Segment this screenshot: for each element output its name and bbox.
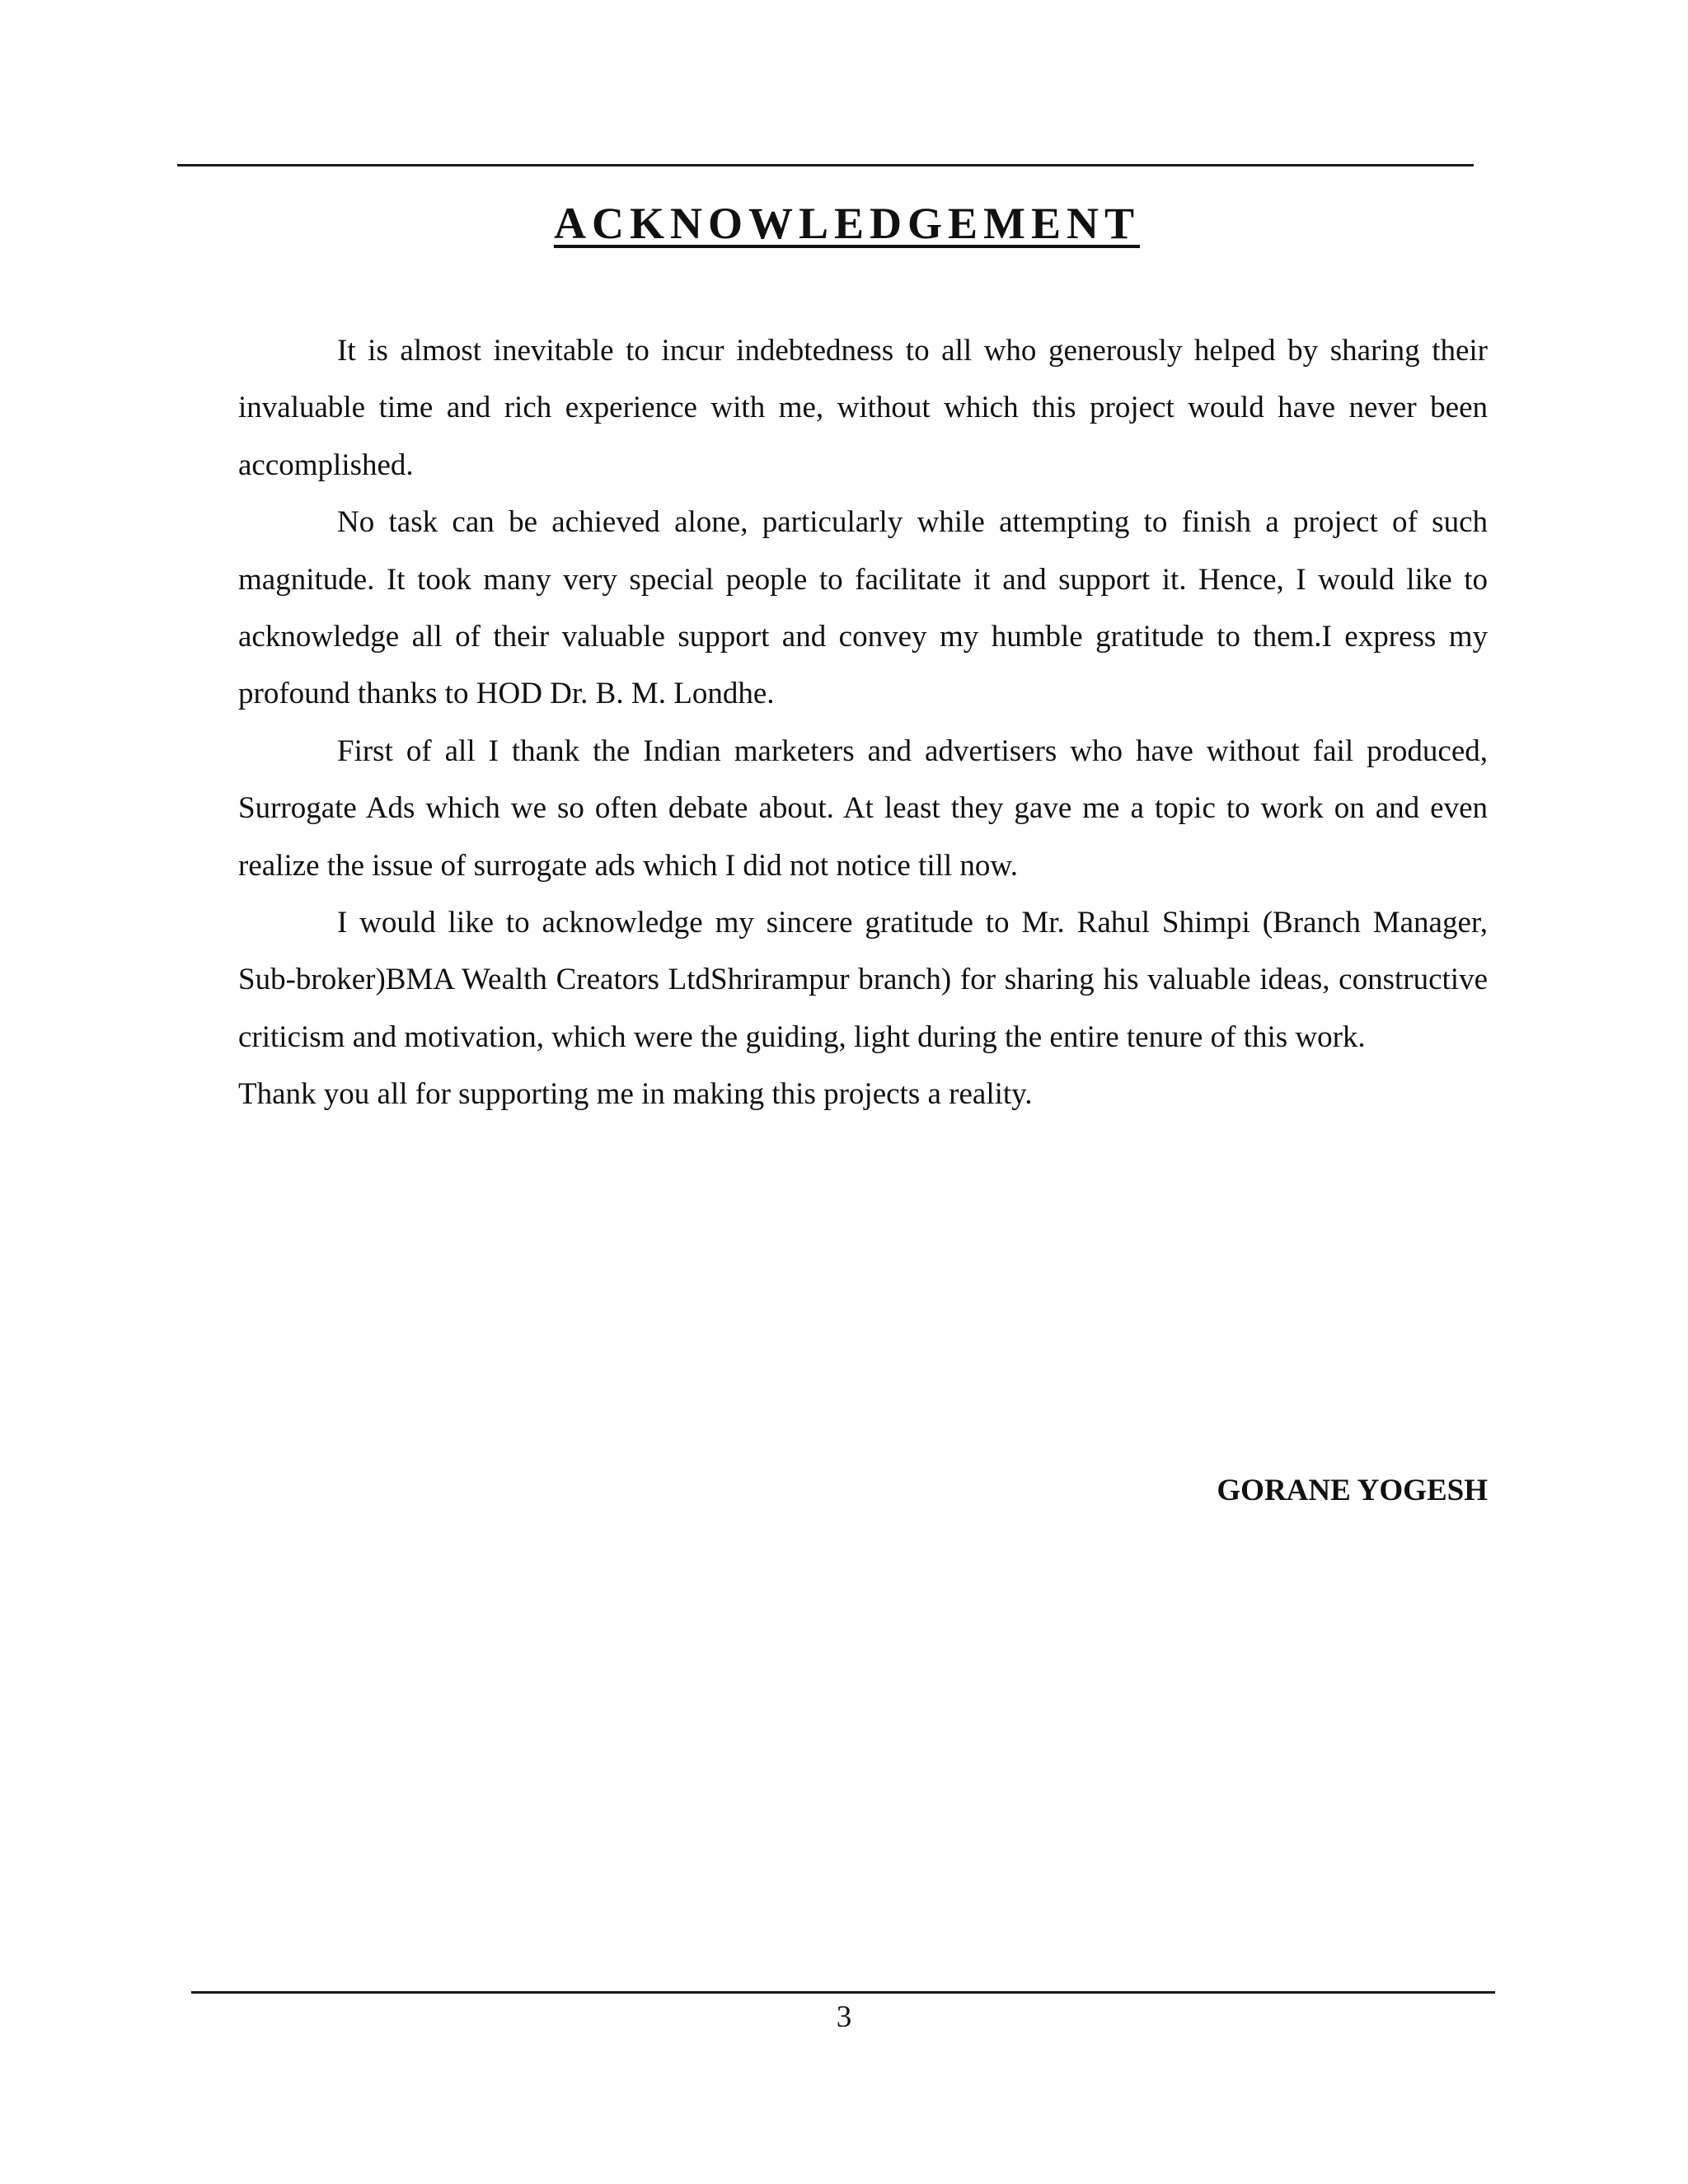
page-number: 3: [836, 2000, 852, 2034]
paragraph-1: It is almost inevitable to incur indebtedness to all who generously helped by sharing their invaluable time and rich experience with me, without which this project would have never been accomplished.: [238, 334, 1488, 482]
paragraph-5: Thank you all for supporting me in making this projects a reality.: [238, 1077, 1033, 1112]
paragraph-4: I would like to acknowledge my sincere gratitude to Mr. Rahul Shimpi (Branch Manager, Sub-broker)BMA Wealth Creators LtdShrirampur branch) for sharing his valuable ideas, constructive criticism and motivation, which were the guiding, light during the entire tenure of this work.: [238, 906, 1488, 1054]
author-signature: GORANE YOGESH: [1217, 1474, 1488, 1507]
paragraph-2: No task can be achieved alone, particularly while attempting to finish a project of such magnitude. It took many very special people to facilitate it and support it. Hence, I would like to acknowledge all of their valuable support and convey my humble gratitude to them.I express my profound thanks to HOD Dr. B. M. Londhe.: [238, 505, 1488, 711]
page-title-text: ACKNOWLEDGEMENT: [553, 199, 1141, 248]
paragraph-3: First of all I thank the Indian marketers and advertisers who have without fail produced, Surrogate Ads which we so often debate about. At least they gave me a topic to work on and even realize the issue of surrogate ads which I did not notice till now.: [238, 733, 1488, 883]
header-rule: [177, 164, 1474, 166]
page-title: [0, 194, 1688, 252]
acknowledgement-body: [238, 322, 1488, 1123]
footer-rule: [191, 1991, 1495, 1994]
